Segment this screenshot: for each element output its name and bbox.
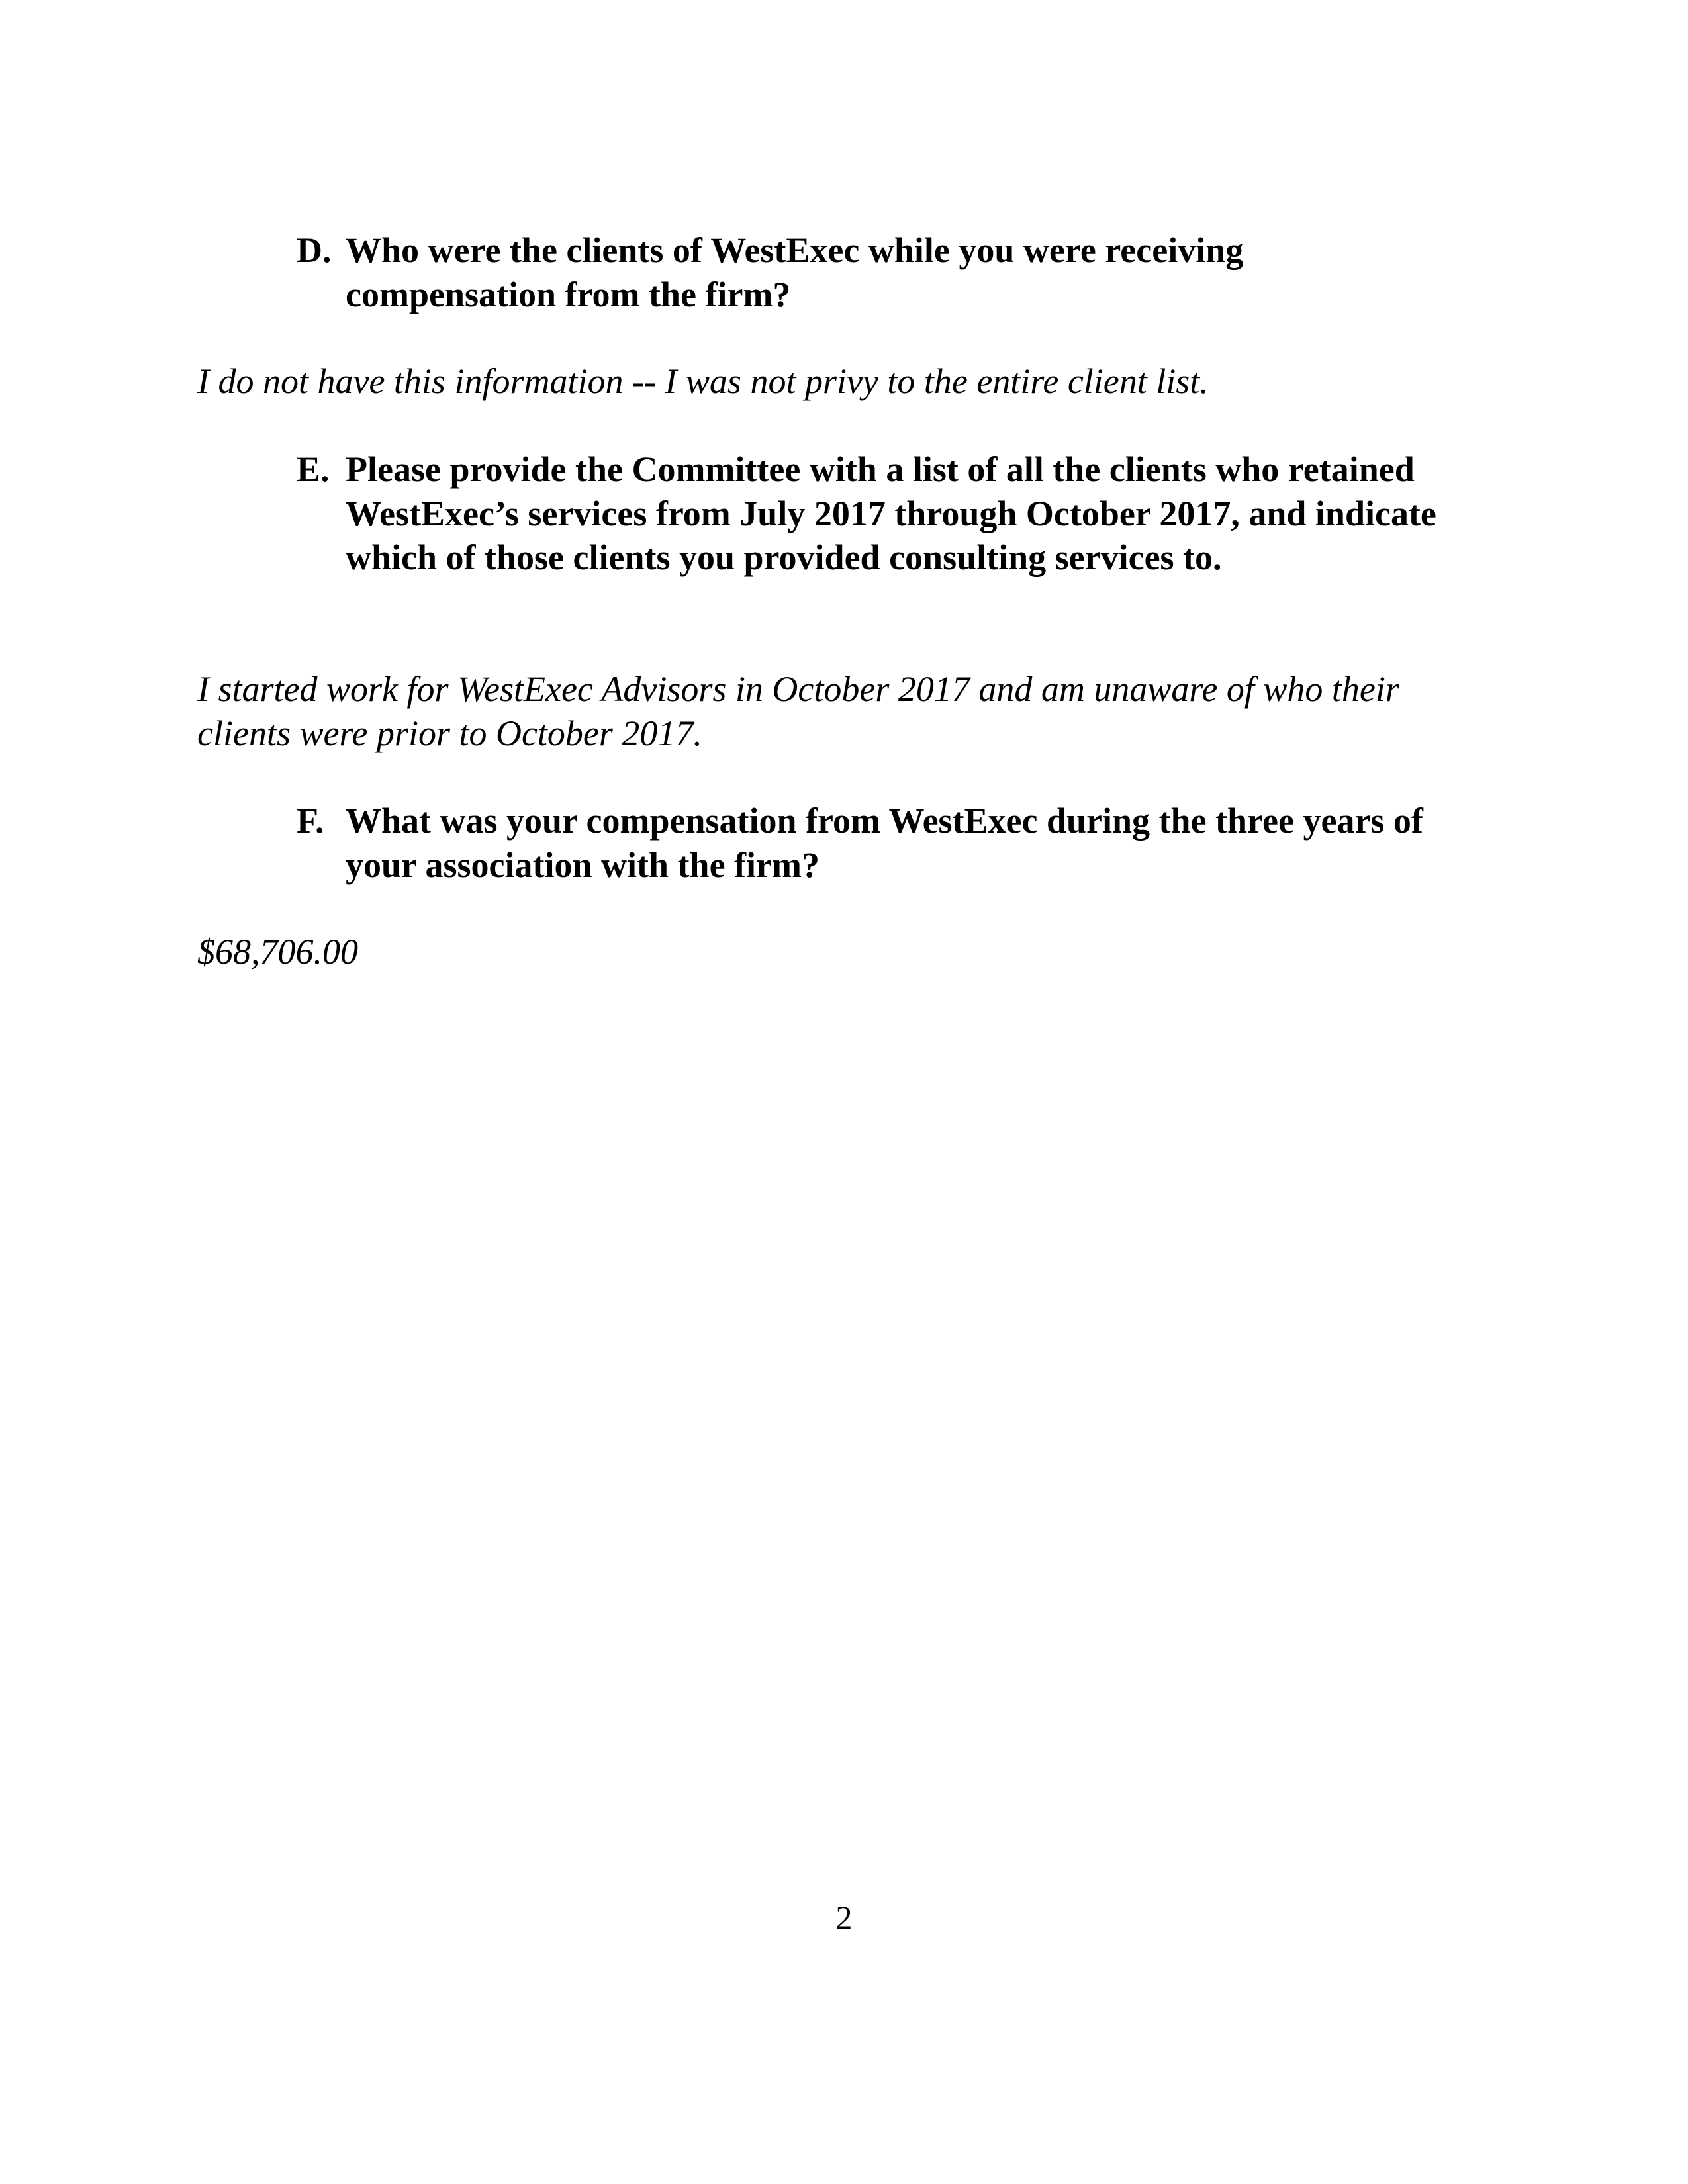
page-number: 2 bbox=[835, 1899, 853, 1936]
question-d bbox=[297, 228, 1329, 316]
question-f bbox=[297, 799, 1475, 887]
question-label: D. bbox=[297, 230, 332, 270]
answer-e: I started work for WestExec Advisors in October 2017 and am unaware of who their clients were prior to October 2017. bbox=[197, 669, 1399, 753]
answer-f: $68,706.00 bbox=[197, 932, 358, 972]
question-text: Please provide the Committee with a list of all the clients who retained WestExec’s services from July 2017 through October 2017, and indicate which of those clients you provided consulting services to. bbox=[346, 449, 1436, 577]
question-text: Who were the clients of WestExec while you were receiving compensation from the firm? bbox=[346, 230, 1244, 314]
question-text: What was your compensation from WestExec during the three years of your association with the firm? bbox=[346, 801, 1423, 885]
question-label: E. bbox=[297, 449, 330, 489]
question-label: F. bbox=[297, 801, 324, 841]
question-e bbox=[297, 447, 1462, 580]
answer-d: I do not have this information -- I was not privy to the entire client list. bbox=[197, 361, 1209, 401]
